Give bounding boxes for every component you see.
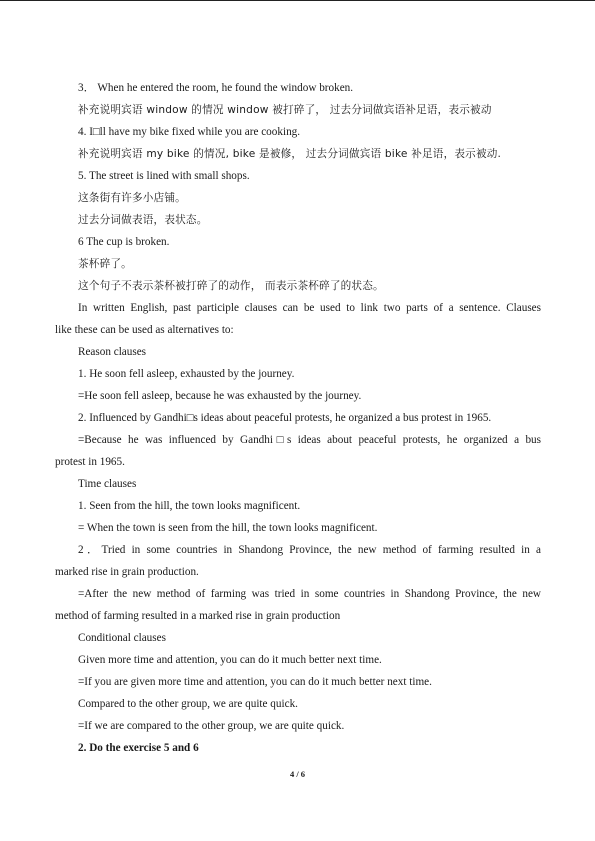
text-line: 4. I□ll have my bike fixed while you are cooking. bbox=[78, 126, 301, 138]
text-line: 1. He soon fell asleep, exhausted by the journey. bbox=[78, 368, 295, 380]
text-line: =If we are compared to the other group, we are quite quick. bbox=[78, 720, 345, 732]
text-line: method of farming resulted in a marked rise in grain production bbox=[55, 610, 341, 622]
text-line: Time clauses bbox=[78, 478, 137, 490]
page-top-rule bbox=[0, 0, 595, 1]
text-line: Reason clauses bbox=[78, 346, 147, 358]
text-line: protest in 1965. bbox=[55, 456, 125, 468]
text-line: Conditional clauses bbox=[78, 632, 166, 644]
text-line: 2. Do the exercise 5 and 6 bbox=[78, 742, 199, 754]
text-line: 这条街有许多小店铺。 bbox=[78, 192, 186, 204]
text-line: =After the new method of farming was tried in some countries in Shandong Province, the new bbox=[78, 588, 541, 600]
text-line: marked rise in grain production. bbox=[55, 566, 199, 578]
text-line: 2．Tried in some countries in Shandong Province, the new method of farming resulted in a bbox=[78, 544, 541, 556]
text-line: = When the town is seen from the hill, the town looks magnificent. bbox=[78, 522, 378, 534]
text-line: Compared to the other group, we are quite quick. bbox=[78, 698, 298, 710]
text-line: 补充说明宾语 my bike 的情况, bike 是被修， 过去分词做宾语 bike 补足语，表示被动. bbox=[78, 148, 502, 160]
text-line: 这个句子不表示茶杯被打碎了的动作， 而表示茶杯碎了的状态。 bbox=[78, 280, 384, 292]
text-line: 补充说明宾语 window 的情况 window 被打碎了， 过去分词做宾语补足语，表示被动 bbox=[78, 104, 492, 116]
text-line: 3． When he entered the room, he found the window broken. bbox=[78, 82, 354, 94]
text-line: 2. Influenced by Gandhi□s ideas about peaceful protests, he organized a bus protest in 1965. bbox=[78, 412, 492, 424]
text-line: In written English, past participle clauses can be used to link two parts of a sentence. Clauses bbox=[78, 302, 541, 314]
text-line: 1. Seen from the hill, the town looks magnificent. bbox=[78, 500, 301, 512]
page-number: 4 / 6 bbox=[289, 769, 306, 779]
text-line: Given more time and attention, you can do it much better next time. bbox=[78, 654, 382, 666]
text-line: =Because he was influenced by Gandhi□s ideas about peaceful protests, he organized a bus bbox=[78, 434, 541, 446]
text-line: =If you are given more time and attention, you can do it much better next time. bbox=[78, 676, 432, 688]
text-line: 过去分词做表语，表状态。 bbox=[78, 214, 208, 226]
document-page-body bbox=[55, 77, 541, 759]
text-line: like these can be used as alternatives to: bbox=[55, 324, 234, 336]
text-line: 6 The cup is broken. bbox=[78, 236, 170, 248]
text-line: =He soon fell asleep, because he was exhausted by the journey. bbox=[78, 390, 362, 402]
text-line: 5. The street is lined with small shops. bbox=[78, 170, 250, 182]
text-line: 茶杯碎了。 bbox=[78, 258, 132, 270]
